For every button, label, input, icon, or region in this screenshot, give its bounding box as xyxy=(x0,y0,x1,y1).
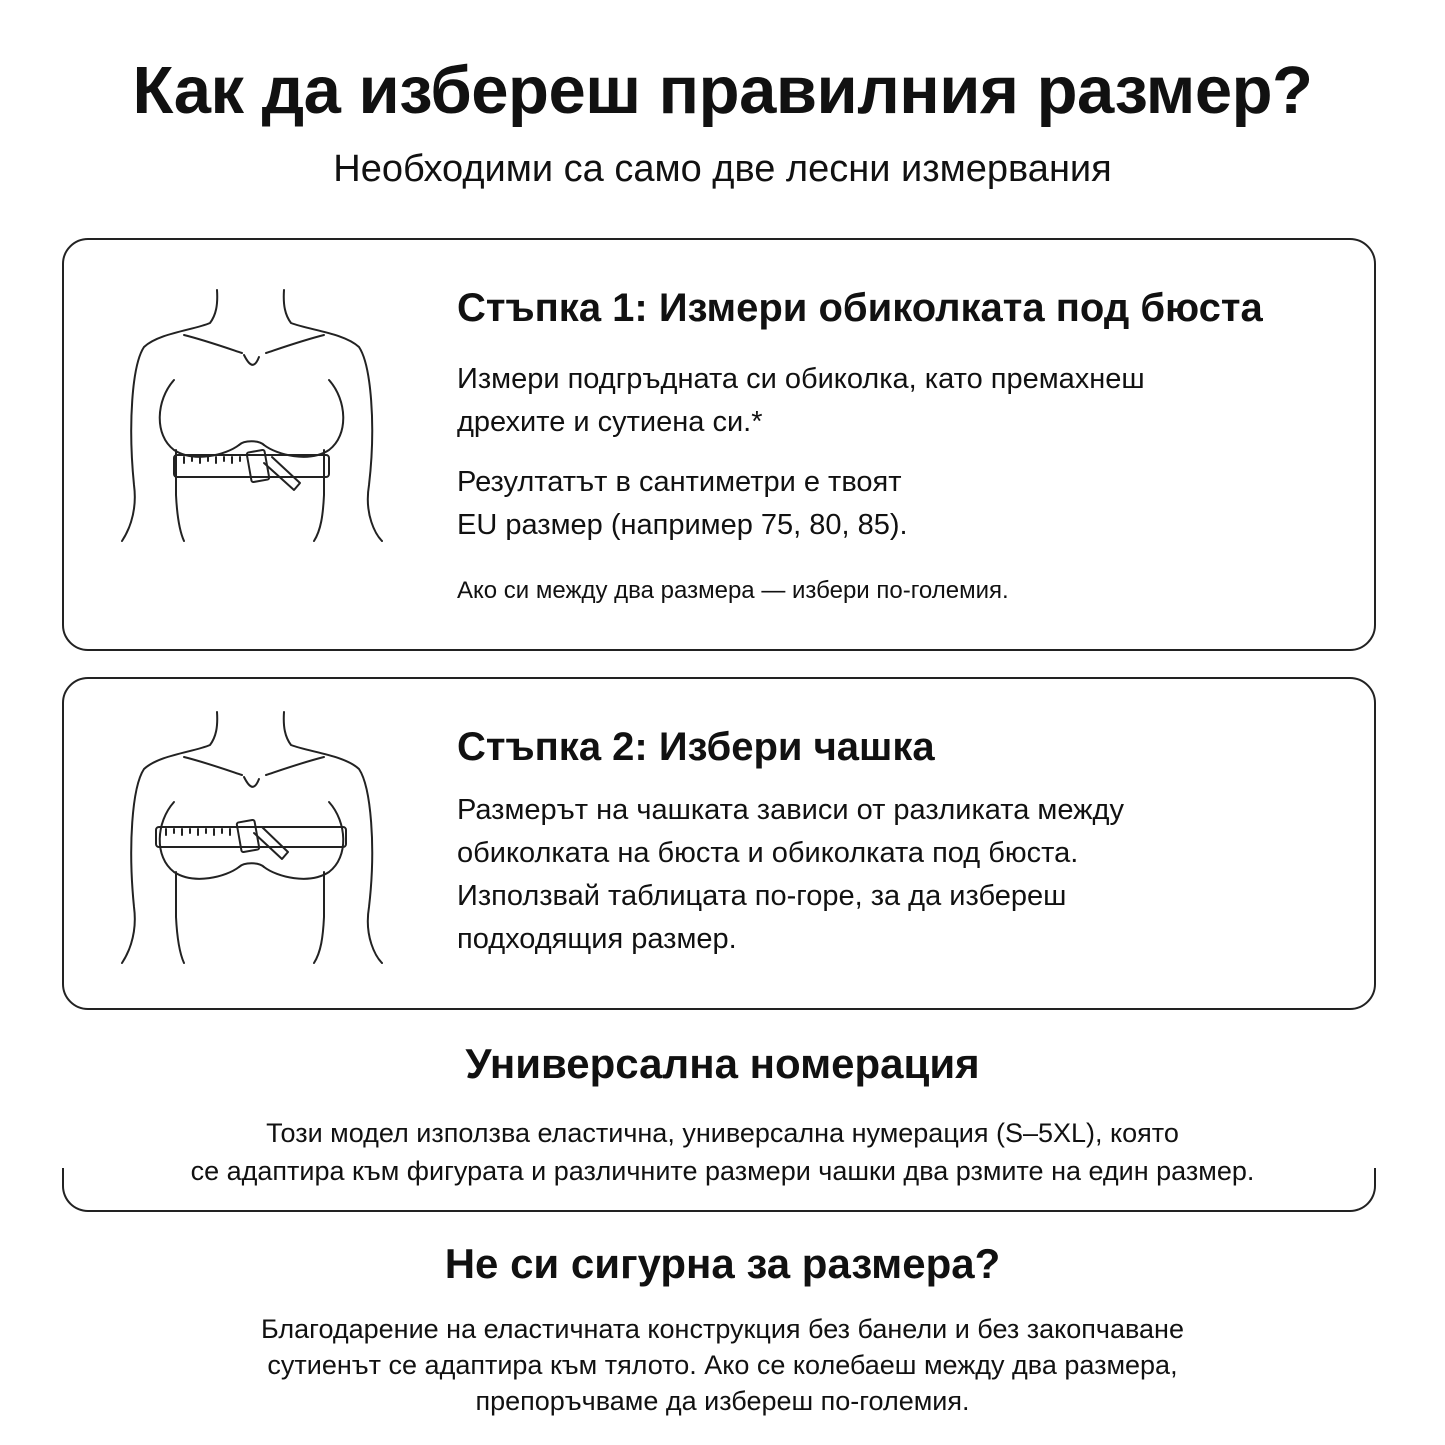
step1-line4: EU размер (например 75, 80, 85). xyxy=(457,509,908,541)
underbust-measure-illustration-icon xyxy=(114,285,394,555)
step2-line2: обиколката на бюста и обиколката под бюста. xyxy=(457,837,1079,869)
step1-instructions xyxy=(457,358,1357,444)
page-title: Как да избереш правилния размер? xyxy=(132,53,1313,128)
step1-note: Ако си между два размера — избери по-големия. xyxy=(457,577,1009,604)
universal-title: Универсална номерация xyxy=(465,1040,980,1087)
step2-instructions xyxy=(457,789,1357,961)
universal-line2: се адаптира към фигурата и различните размери чашки два рзмите на един размер. xyxy=(190,1156,1255,1186)
page-subtitle: Необходими са само две лесни измервания xyxy=(333,148,1112,190)
step2-line3: Използвай таблицата по-горе, за да избереш xyxy=(457,880,1067,912)
universal-line1: Този модел използва еластична, универсална нумерация (S–5XL), която xyxy=(266,1118,1179,1148)
universal-text xyxy=(0,1114,1445,1190)
unsure-text xyxy=(0,1311,1445,1419)
step1-card xyxy=(62,238,1376,651)
step1-line1: Измери подгръдната си обиколка, като премахнеш xyxy=(457,363,1145,395)
step2-line1: Размерът на чашката зависи от разликата между xyxy=(457,794,1124,826)
step2-title: Стъпка 2: Избери чашка xyxy=(457,725,935,769)
step2-card xyxy=(62,677,1376,1010)
unsure-line1: Благодарение на еластичната конструкция без банели и без закопчаване xyxy=(261,1314,1184,1344)
unsure-title: Не си сигурна за размера? xyxy=(444,1240,1001,1287)
bust-measure-illustration-icon xyxy=(114,707,394,977)
step1-content xyxy=(457,240,1357,605)
unsure-line3: препоръчваме да избереш по-големия. xyxy=(475,1386,970,1416)
unsure-line2: сутиенът се адаптира към тялото. Ако се колебаеш между два размера, xyxy=(267,1350,1178,1380)
step1-title: Стъпка 1: Измери обиколката под бюста xyxy=(457,286,1263,330)
step1-result xyxy=(457,461,1357,547)
step1-line2: дрехите и сутиена си.* xyxy=(457,406,763,438)
step1-line3: Резултатът в сантиметри е твоят xyxy=(457,466,902,498)
step2-content xyxy=(457,679,1357,961)
step2-line4: подходящия размер. xyxy=(457,923,737,955)
